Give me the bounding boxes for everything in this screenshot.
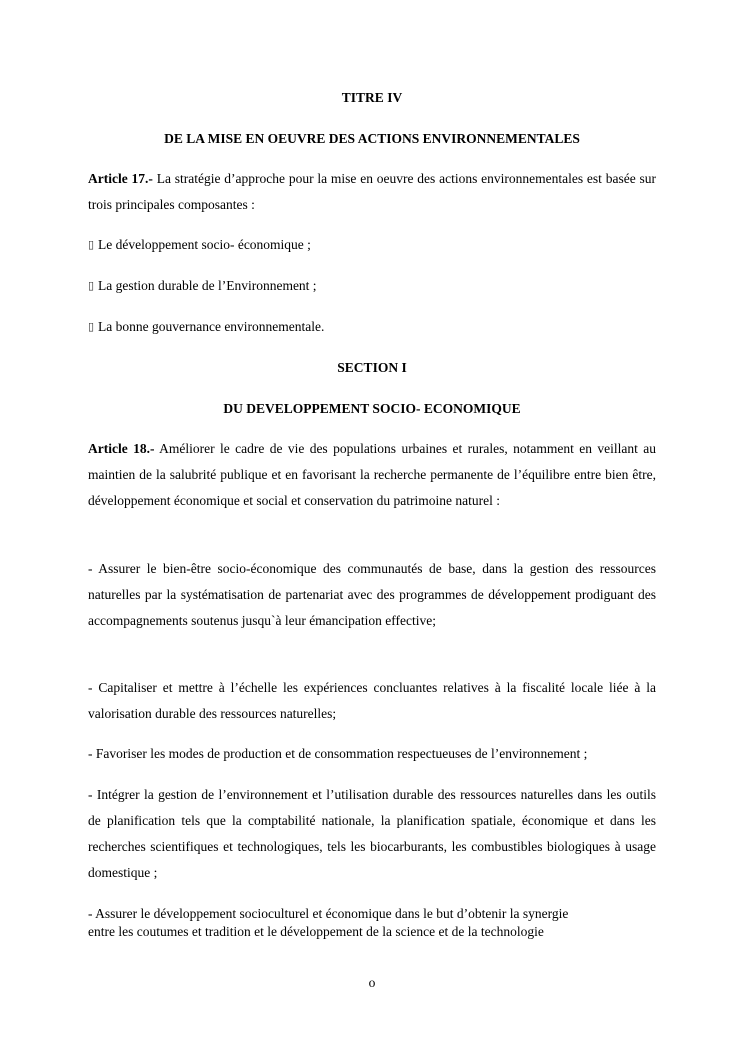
section-title: DU DEVELOPPEMENT SOCIO- ECONOMIQUE bbox=[223, 401, 521, 416]
last-paragraph-line: - Assurer le développement socioculturel et économique dans le but d’obtenir la synergie bbox=[88, 906, 569, 921]
paragraph: - Favoriser les modes de production et de consommation respectueuses de l’environnement ; bbox=[88, 746, 588, 761]
bullet-icon: ▯ bbox=[88, 321, 95, 333]
titre-heading: TITRE IV bbox=[341, 90, 403, 105]
paragraph: - Intégrer la gestion de l’environnement et l’utilisation durable des ressources naturelles dans les outils de planification tels que la comptabilité nationale, la planification spatiale, économique et dans les recherches scientifiques et technologiques, tels les biocarburants, les combustibles biologiques à usage domestique ; bbox=[88, 787, 656, 880]
section-heading: SECTION I bbox=[337, 360, 407, 375]
article-17-text: La stratégie d’approche pour la mise en oeuvre des actions environnementales est basée sur trois principales composantes : bbox=[88, 171, 657, 212]
article-18 bbox=[88, 436, 656, 514]
bullet-icon: ▯ bbox=[88, 280, 95, 292]
last-paragraph-line: entre les coutumes et tradition et le développement de la science et de la technologie bbox=[88, 924, 544, 939]
article-18-label: Article 18.- bbox=[88, 441, 155, 456]
article-17 bbox=[88, 166, 656, 218]
paragraph: - Assurer le bien-être socio-économique des communautés de base, dans la gestion des ressources naturelles par la systématisation de partenariat avec des programmes de développement prodiguant des accompagnements soutenus jusqu`à leur émancipation effective; bbox=[88, 561, 656, 628]
last-paragraph bbox=[88, 905, 656, 941]
bullet-text: La bonne gouvernance environnementale. bbox=[98, 319, 325, 334]
article-17-label: Article 17.- bbox=[88, 171, 153, 186]
article-18-text: Améliorer le cadre de vie des populations urbaines et rurales, notamment en veillant au maintien de la salubrité publique et en favorisant la recherche permanente de l’équilibre entre bien être, développement économique et social et conservation du patrimoine naturel : bbox=[88, 441, 657, 508]
bullet-item bbox=[88, 278, 656, 294]
paragraph: - Capitaliser et mettre à l’échelle les expériences concluantes relatives à la fiscalité locale liée à la valorisation durable des ressources naturelles; bbox=[88, 680, 656, 721]
page-number: o bbox=[368, 975, 376, 990]
titre-subheading: DE LA MISE EN OEUVRE DES ACTIONS ENVIRONNEMENTALES bbox=[164, 131, 580, 146]
bullet-text: La gestion durable de l’Environnement ; bbox=[98, 278, 317, 293]
bullet-item bbox=[88, 319, 656, 335]
bullet-text: Le développement socio- économique ; bbox=[98, 237, 311, 252]
bullet-icon: ▯ bbox=[88, 239, 95, 251]
bullet-item bbox=[88, 237, 656, 253]
